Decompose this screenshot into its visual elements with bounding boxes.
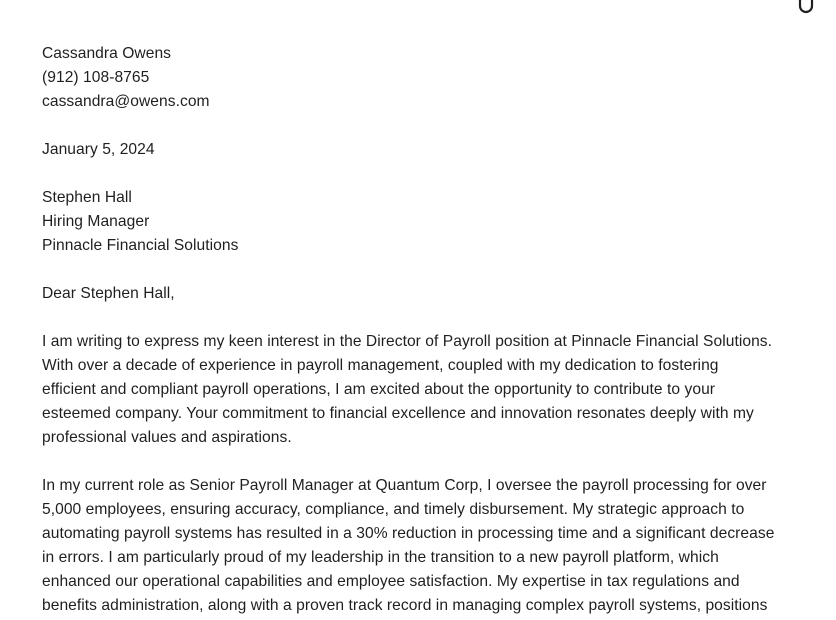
body-paragraph-2 (42, 474, 802, 618)
cover-letter (42, 42, 802, 618)
body-paragraph-1 (42, 330, 802, 450)
sender-name: Cassandra Owens (42, 45, 172, 62)
paragraph-line: professional values and aspirations. (42, 429, 292, 446)
recipient-block (42, 186, 802, 258)
paragraph-line: automating payroll systems has resulted in a 30% reduction in processing time and a significant decrease (42, 525, 775, 542)
paragraph-line: 5,000 employees, ensuring accuracy, compliance, and timely disbursement. My strategic approach to (42, 501, 745, 518)
attachment-icon[interactable] (796, 0, 816, 16)
recipient-company: Pinnacle Financial Solutions (42, 237, 239, 254)
paragraph-line: in errors. I am particularly proud of my leadership in the transition to a new payroll platform, which (42, 549, 719, 566)
sender-email: cassandra@owens.com (42, 93, 210, 110)
recipient-name: Stephen Hall (42, 189, 132, 206)
recipient-title: Hiring Manager (42, 213, 150, 230)
sender-block (42, 42, 802, 114)
paragraph-line: benefits administration, along with a proven track record in managing complex payroll systems, positions (42, 597, 768, 614)
paragraph-line: I am writing to express my keen interest in the Director of Payroll position at Pinnacle Financial Solutions. (42, 333, 773, 350)
paragraph-line: efficient and compliant payroll operations, I am excited about the opportunity to contribute to your (42, 381, 716, 398)
paragraph-line: enhanced our operational capabilities and employee satisfaction. My expertise in tax regulations and (42, 573, 740, 590)
paragraph-line: esteemed company. Your commitment to financial excellence and innovation resonates deeply with my (42, 405, 754, 422)
letter-date: January 5, 2024 (42, 141, 155, 158)
paragraph-line: In my current role as Senior Payroll Manager at Quantum Corp, I oversee the payroll processing for over (42, 477, 767, 494)
sender-phone: (912) 108-8765 (42, 69, 150, 86)
salutation: Dear Stephen Hall, (42, 285, 175, 302)
paragraph-line: With over a decade of experience in payroll management, coupled with my dedication to fostering (42, 357, 719, 374)
